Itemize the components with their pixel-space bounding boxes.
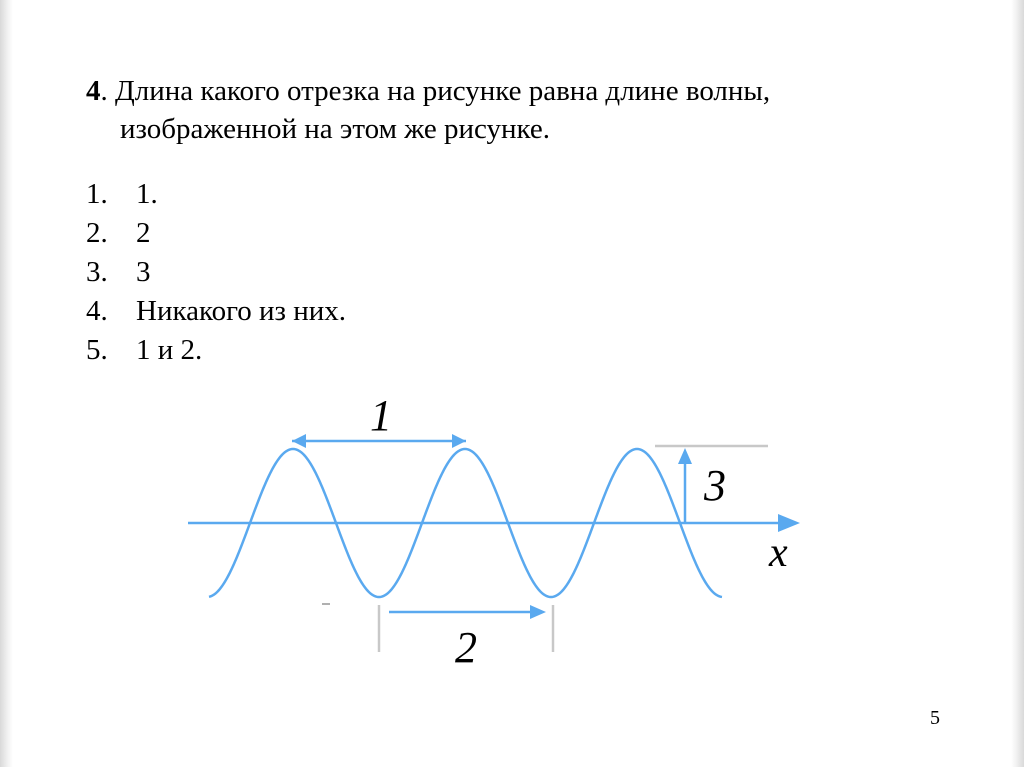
option-number: 4. — [86, 295, 108, 327]
segment-3-label: 3 — [704, 461, 726, 510]
option-number: 5. — [86, 334, 108, 366]
option-number: 2. — [86, 217, 108, 249]
option-text: 2 — [136, 217, 151, 249]
option-number: 3. — [86, 256, 108, 288]
option-text: 1. — [136, 178, 158, 210]
x-axis — [188, 514, 800, 532]
x-axis-label: x — [769, 530, 788, 576]
option-text: Никакого из них. — [136, 295, 347, 327]
question-line-2: изображенной на этом же рисунке. — [120, 113, 550, 145]
option-text: 1 и 2. — [136, 334, 203, 366]
segment-2-label: 2 — [455, 623, 477, 672]
segment-1-label: 1 — [370, 391, 392, 440]
option-text: 3 — [136, 256, 151, 288]
option-number: 1. — [86, 178, 108, 210]
question-number: 4 — [86, 75, 101, 107]
question-line-1-text: . Длина какого отрезка на рисунке равна длине волны, — [100, 75, 771, 107]
page-number: 5 — [930, 707, 940, 729]
